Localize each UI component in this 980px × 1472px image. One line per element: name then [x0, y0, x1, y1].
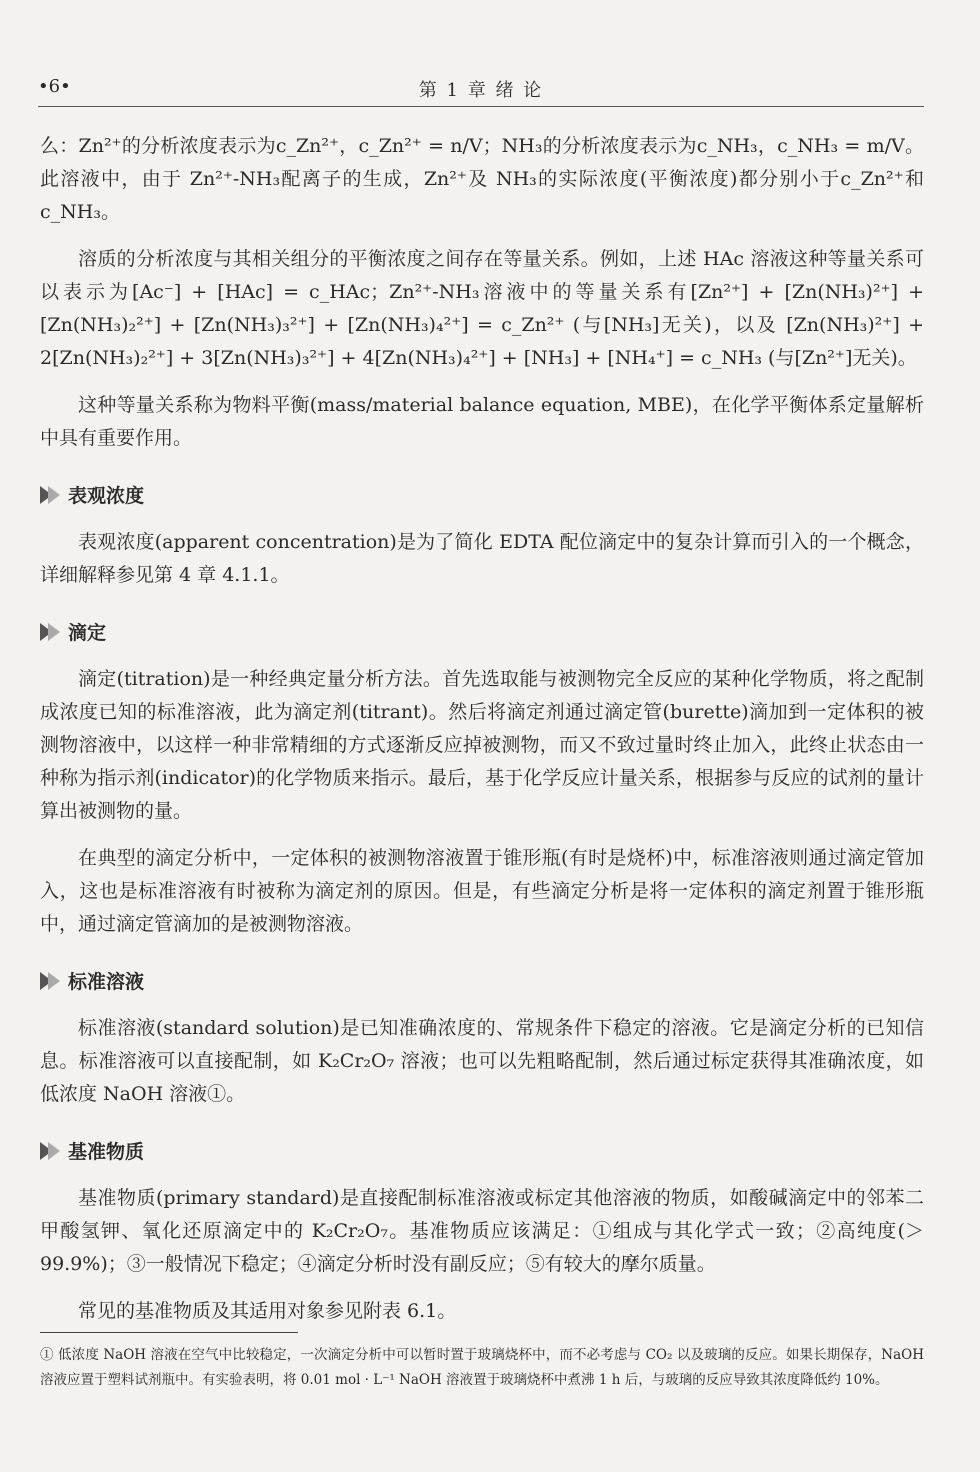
section-title: 滴定 — [68, 622, 107, 644]
section-title: 基准物质 — [68, 1141, 145, 1163]
paragraph: 溶质的分析浓度与其相关组分的平衡浓度之间存在等量关系。例如，上述 HAc 溶液这种等量关系可以表示为[Ac⁻] + [HAc] = c_HAc；Zn²⁺-NH₃溶液中的等量关系有[Zn²⁺] + [Zn(NH₃)²⁺] + [Zn(NH₃)₂²⁺] + [Zn(NH₃)₃²⁺] + [Zn(NH₃)₄²⁺] = c_Zn²⁺ (与[NH₃]无关)，以及 [Zn(NH₃)²⁺] + 2[Zn(NH₃)₂²⁺] + 3[Zn(NH₃)₃²⁺] + 4[Zn(NH₃)₄²⁺] + [NH₃] + [NH₄⁺] = c_NH₃ (与[Zn²⁺]无关)。 — [40, 248, 924, 369]
section-heading — [40, 967, 924, 994]
section-heading — [40, 1137, 924, 1164]
paragraph: 表观浓度(apparent concentration)是为了简化 EDTA 配位滴定中的复杂计算而引入的一个概念，详细解释参见第 4 章 4.1.1。 — [40, 531, 924, 586]
arrow-icon — [40, 623, 60, 641]
footnote: ① 低浓度 NaOH 溶液在空气中比较稳定，一次滴定分析中可以暂时置于玻璃烧杯中，而不必考虑与 CO₂ 以及玻璃的反应。如果长期保存，NaOH 溶液应置于塑料试剂瓶中。有实验表明，将 0.01 mol · L⁻¹ NaOH 溶液置于玻璃烧杯中煮沸 1 h 后，与玻璃的反应导致其浓度降低约 10%。 — [40, 1347, 924, 1388]
paragraph: 滴定(titration)是一种经典定量分析方法。首先选取能与被测物完全反应的某种化学物质，将之配制成浓度已知的标准溶液，此为滴定剂(titrant)。然后将滴定剂通过滴定管(burette)滴加到一定体积的被测物溶液中，以这样一种非常精细的方式逐渐反应掉被测物，而又不致过量时终止加入，此终止状态由一种称为指示剂(indicator)的化学物质来指示。最后，基于化学反应计量关系，根据参与反应的试剂的量计算出被测物的量。 — [40, 668, 924, 822]
running-header — [38, 76, 924, 107]
footnote-divider — [40, 1332, 298, 1333]
main-text — [40, 130, 924, 1342]
arrow-icon — [40, 1142, 60, 1160]
section-heading — [40, 618, 924, 645]
section-title: 标准溶液 — [68, 971, 145, 993]
paragraph: 基准物质(primary standard)是直接配制标准溶液或标定其他溶液的物质，如酸碱滴定中的邻苯二甲酸氢钾、氧化还原滴定中的 K₂Cr₂O₇。基准物质应该满足：①组成与其化学式一致；②高纯度(＞99.9%)；③一般情况下稳定；④滴定分析时没有副反应；⑤有较大的摩尔质量。 — [40, 1187, 924, 1275]
arrow-icon — [40, 972, 60, 990]
paragraph: 常见的基准物质及其适用对象参见附表 6.1。 — [78, 1300, 457, 1322]
chapter-title: 第 1 章 绪 论 — [418, 80, 544, 101]
paragraph: 标准溶液(standard solution)是已知准确浓度的、常规条件下稳定的溶液。它是滴定分析的已知信息。标准溶液可以直接配制，如 K₂Cr₂O₇ 溶液；也可以先粗略配制，然后通过标定获得其准确浓度，如低浓度 NaOH 溶液①。 — [40, 1017, 924, 1105]
page-number: •6• — [38, 76, 71, 97]
arrow-icon — [40, 486, 60, 504]
section-heading — [40, 481, 924, 508]
paragraph: 在典型的滴定分析中，一定体积的被测物溶液置于锥形瓶(有时是烧杯)中，标准溶液则通过滴定管加入，这也是标准溶液有时被称为滴定剂的原因。但是，有些滴定分析是将一定体积的滴定剂置于锥形瓶中，通过滴定管滴加的是被测物溶液。 — [40, 847, 924, 935]
paragraph: 么：Zn²⁺的分析浓度表示为c_Zn²⁺，c_Zn²⁺ = n/V；NH₃的分析浓度表示为c_NH₃，c_NH₃ = m/V。此溶液中，由于 Zn²⁺-NH₃配离子的生成，Zn²⁺及 NH₃的实际浓度(平衡浓度)都分别小于c_Zn²⁺和c_NH₃。 — [40, 135, 924, 223]
section-title: 表观浓度 — [68, 485, 145, 507]
paragraph: 这种等量关系称为物料平衡(mass/material balance equation, MBE)，在化学平衡体系定量解析中具有重要作用。 — [40, 394, 924, 449]
